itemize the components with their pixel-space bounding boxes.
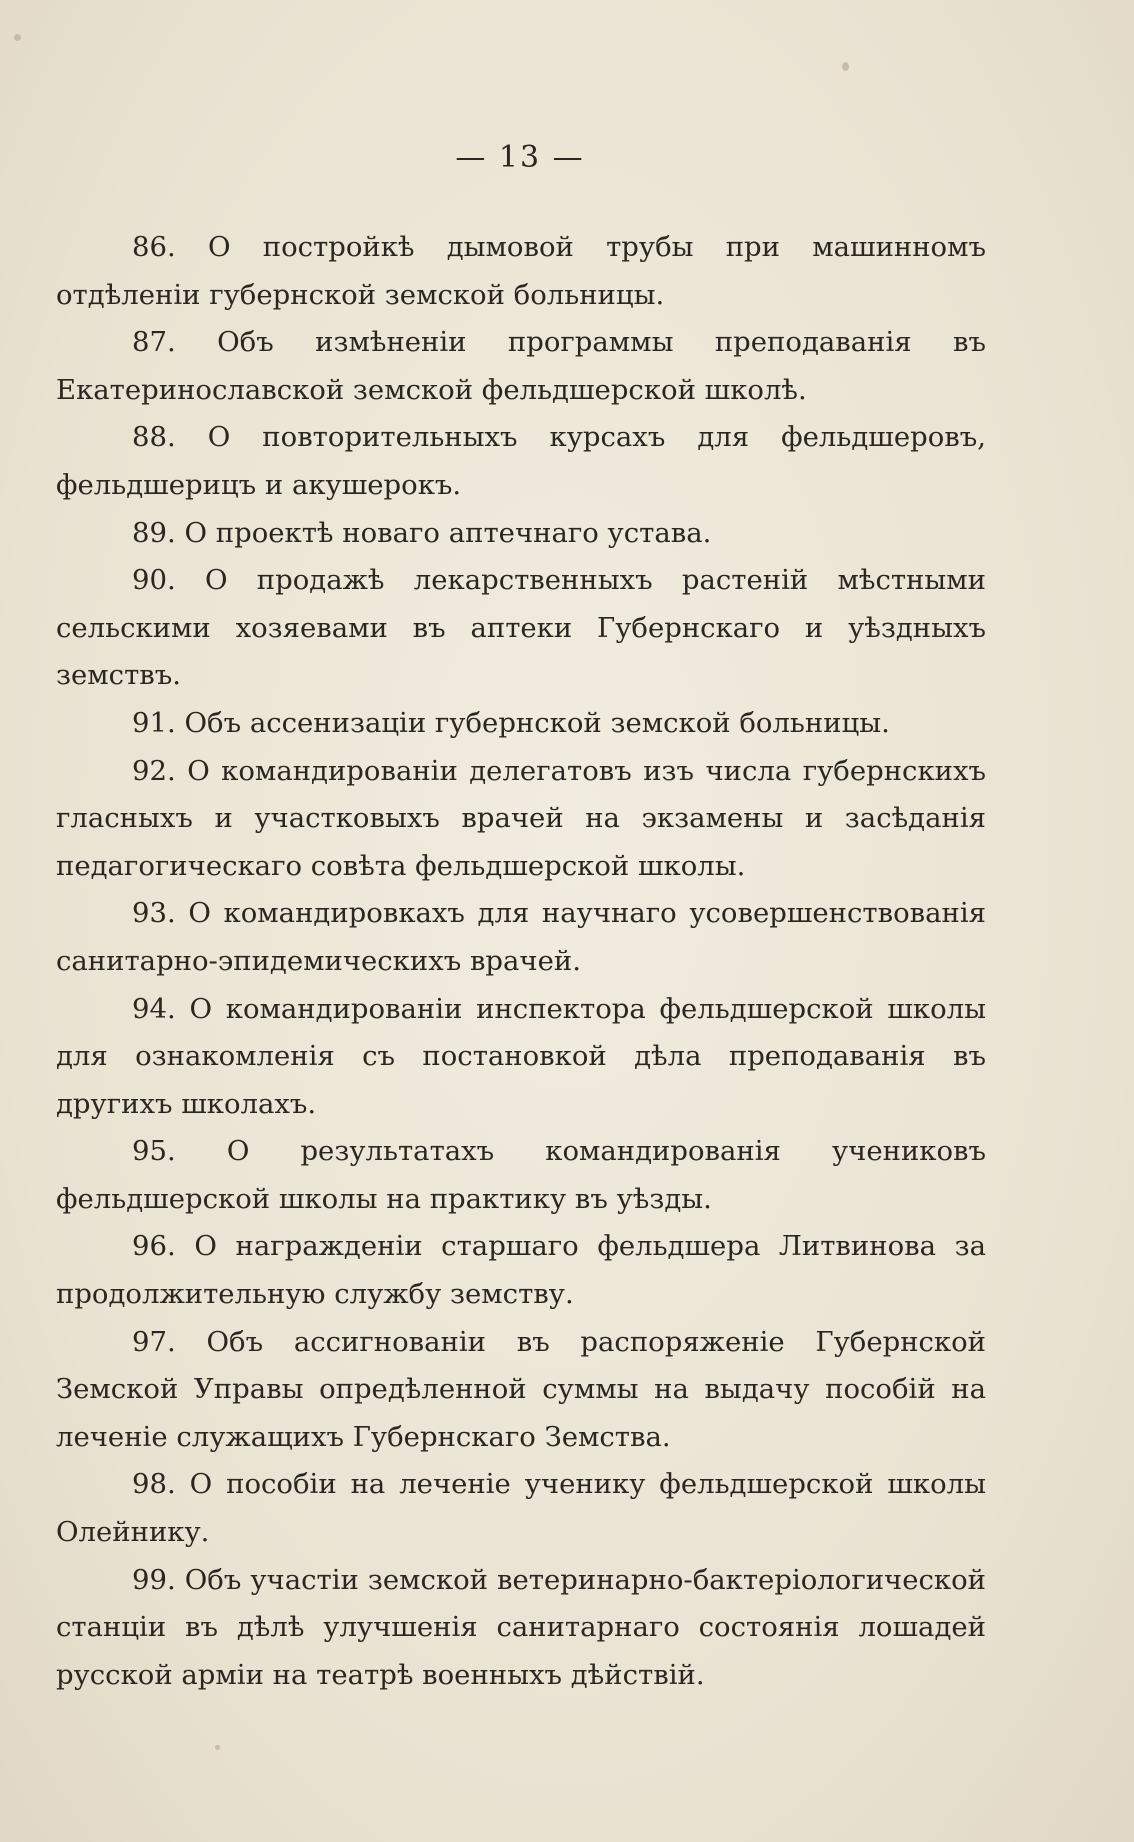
item-number: 99. bbox=[132, 1563, 176, 1596]
list-item bbox=[56, 986, 986, 1129]
item-number: 89. bbox=[132, 516, 176, 549]
item-number: 86. bbox=[132, 231, 176, 263]
paper-spot bbox=[842, 62, 849, 71]
item-text: О повторительныхъ курсахъ для фельдшеровъ, фельдшерицъ и акушерокъ. bbox=[56, 421, 986, 501]
item-text: О проектѣ новаго аптечнаго устава. bbox=[184, 516, 712, 549]
item-text: О пособіи на леченіе ученику фельдшерской школы Олейнику. bbox=[56, 1468, 986, 1549]
item-text: Объ ассенизаціи губернской земской больницы. bbox=[184, 706, 890, 739]
item-number: 97. bbox=[132, 1325, 176, 1358]
item-number: 94. bbox=[132, 992, 176, 1025]
item-text: Объ ассигнованіи въ распоряженіе Губернской Земской Управы опредѣленной суммы на выдачу пособій на леченіе служащихъ Губернскаго Земства. bbox=[56, 1325, 987, 1453]
list-item bbox=[56, 510, 986, 558]
list-item bbox=[56, 1461, 986, 1556]
item-text: Объ измѣненіи программы преподаванія въ Екатеринославской земской фельдшерской школѣ. bbox=[56, 326, 986, 406]
item-text: О постройкѣ дымовой трубы при машинномъ отдѣленіи губернской земской больницы. bbox=[56, 231, 986, 311]
list-item bbox=[56, 748, 986, 891]
list-item bbox=[56, 1319, 986, 1462]
item-number: 91. bbox=[132, 706, 176, 739]
list-item bbox=[56, 557, 986, 700]
item-text: О продажѣ лекарственныхъ растеній мѣстными сельскими хозяевами въ аптеки Губернскаго и уѣздныхъ земствъ. bbox=[56, 564, 986, 692]
document-text bbox=[56, 224, 986, 1699]
paper-spot bbox=[14, 34, 21, 41]
item-text: О командированіи инспектора фельдшерской школы для ознакомленія съ постановкой дѣла преподаванія въ другихъ школахъ. bbox=[56, 992, 986, 1120]
list-item bbox=[56, 890, 986, 985]
item-number: 95. bbox=[132, 1135, 176, 1168]
item-text: О результатахъ командированія учениковъ фельдшерской школы на практику въ уѣзды. bbox=[56, 1135, 986, 1215]
item-text: О командировкахъ для научнаго усовершенствованія санитарно-эпидемическихъ врачей. bbox=[56, 897, 986, 977]
item-text: О награжденіи старшаго фельдшера Литвинова за продолжительную службу земству. bbox=[56, 1230, 986, 1311]
list-item bbox=[56, 700, 986, 748]
item-number: 98. bbox=[132, 1468, 176, 1501]
list-item bbox=[56, 1128, 986, 1223]
list-item bbox=[56, 1223, 986, 1318]
item-text: Объ участіи земской ветеринарно-бактеріологической станціи въ дѣлѣ улучшенія санитарнаго состоянія лошадей русской арміи на театрѣ военныхъ дѣйствій. bbox=[56, 1563, 986, 1691]
item-text: О командированіи делегатовъ изъ числа губернскихъ гласныхъ и участковыхъ врачей на экзамены и засѣданія педагогическаго совѣта фельдшерской школы. bbox=[56, 754, 986, 882]
list-item bbox=[56, 319, 986, 414]
item-number: 93. bbox=[132, 897, 176, 930]
list-item bbox=[56, 224, 986, 319]
paper-spot bbox=[215, 1745, 220, 1750]
item-number: 96. bbox=[132, 1230, 176, 1263]
item-number: 92. bbox=[132, 754, 176, 787]
page-number: — 13 — bbox=[455, 140, 585, 175]
item-number: 87. bbox=[132, 326, 176, 359]
list-item bbox=[56, 1557, 986, 1700]
item-number: 90. bbox=[132, 564, 176, 597]
item-number: 88. bbox=[132, 421, 176, 454]
list-item bbox=[56, 414, 986, 509]
